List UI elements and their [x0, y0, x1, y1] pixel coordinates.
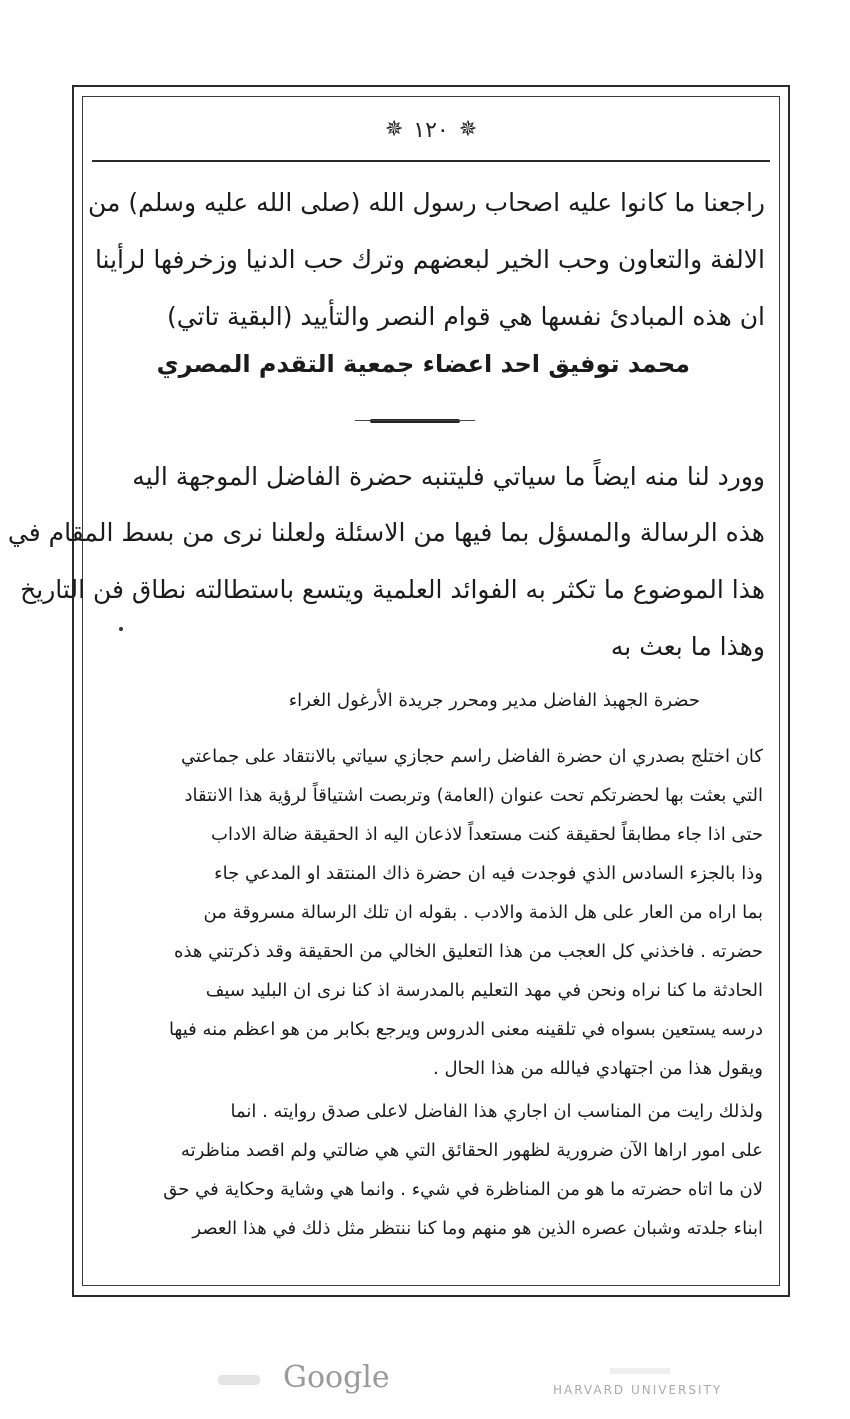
paragraph-line: الالفة والتعاون وحب الخير لبعضهم وترك حب الدنيا وزخرفها لرأينا: [94, 245, 765, 274]
ink-dot: [119, 627, 123, 631]
letter-line: ولذلك رايت من المناسب ان اجاري هذا الفاضل لاعلى صدق روايته . انما: [230, 1101, 763, 1122]
letter-salutation: حضرة الجهبذ الفاضل مدير ومحرر جريدة الأرغول الغراء: [288, 690, 700, 711]
letter-line: حضرته . فاخذني كل العجب من هذا التعليق الخالي من الحقيقة وقد ذكرتني هذه: [174, 941, 763, 962]
scan-smudge: [218, 1375, 260, 1385]
letter-line: ابناء جلدته وشبان عصره الذين هو منهم وما كنا ننتظر مثل ذلك في هذا العصر: [192, 1218, 763, 1239]
header-rule: [92, 160, 770, 162]
letter-line: على امور اراها الآن ضرورية لظهور الحقائق التي هي ضالتي ولم اقصد مناظرته: [180, 1140, 763, 1161]
letter-line: كان اختلج بصدري ان حضرة الفاضل راسم حجازي سياتي بالانتقاد على جماعتي: [181, 746, 763, 767]
letter-line: التي بعثت بها لحضرتكم تحت عنوان (العامة) وتربصت اشتياقاً لرؤية هذا الانتقاد: [184, 785, 763, 806]
digitizer-logo: Google: [283, 1360, 390, 1395]
paragraph-line: هذه الرسالة والمسؤل بما فيها من الاسئلة ولعلنا نرى من بسط المقام في: [7, 518, 765, 547]
ornament-icon: ✵: [384, 117, 404, 142]
library-credit: HARVARD UNIVERSITY: [553, 1383, 723, 1397]
paragraph-line: هذا الموضوع ما تكثر به الفوائد العلمية ويتسع باستطالته نطاق فن التاريخ: [20, 575, 765, 604]
scan-smudge: [610, 1368, 670, 1374]
letter-line: حتى اذا جاء مطابقاً لحقيقة كنت مستعداً لاذعان اليه اذ الحقيقة ضالة الاداب: [211, 824, 763, 845]
ornament-icon: ✵: [458, 117, 478, 142]
section-separator: [370, 419, 460, 423]
letter-line: بما اراه من العار على هل الذمة والادب . بقوله ان تلك الرسالة مسروقة من: [203, 902, 763, 923]
letter-line: درسه يستعين بسواه في تلقينه معنى الدروس ويرجع بكابر من هو اعظم منه فيها: [168, 1019, 763, 1040]
paragraph-line: راجعنا ما كانوا عليه اصحاب رسول الله (صلى الله عليه وسلم) من: [88, 188, 765, 217]
letter-line: الحادثة ما كنا نراه ونحن في مهد التعليم بالمدرسة اذ كنا نرى ان البليد سيف: [205, 980, 763, 1001]
page-number: ١٢٠: [413, 117, 449, 143]
paragraph-line: ان هذه المبادئ نفسها هي قوام النصر والتأييد (البقية تاتي): [166, 302, 765, 331]
author-signature: محمد توفيق احد اعضاء جمعية التقدم المصري: [156, 350, 690, 378]
paragraph-line: وورد لنا منه ايضاً ما سياتي فليتنبه حضرة الفاضل الموجهة اليه: [132, 462, 765, 491]
letter-line: وذا بالجزء السادس الذي فوجدت فيه ان حضرة ذاك المنتقد او المدعي جاء: [214, 863, 763, 884]
paragraph-line: وهذا ما بعث به: [610, 632, 765, 661]
page-header: [82, 110, 780, 150]
letter-line: ويقول هذا من اجتهادي فيالله من هذا الحال .: [433, 1058, 763, 1079]
letter-line: لان ما اتاه حضرته ما هو من المناظرة في شيء . وانما هي وشاية وحكاية في حق: [163, 1179, 763, 1200]
